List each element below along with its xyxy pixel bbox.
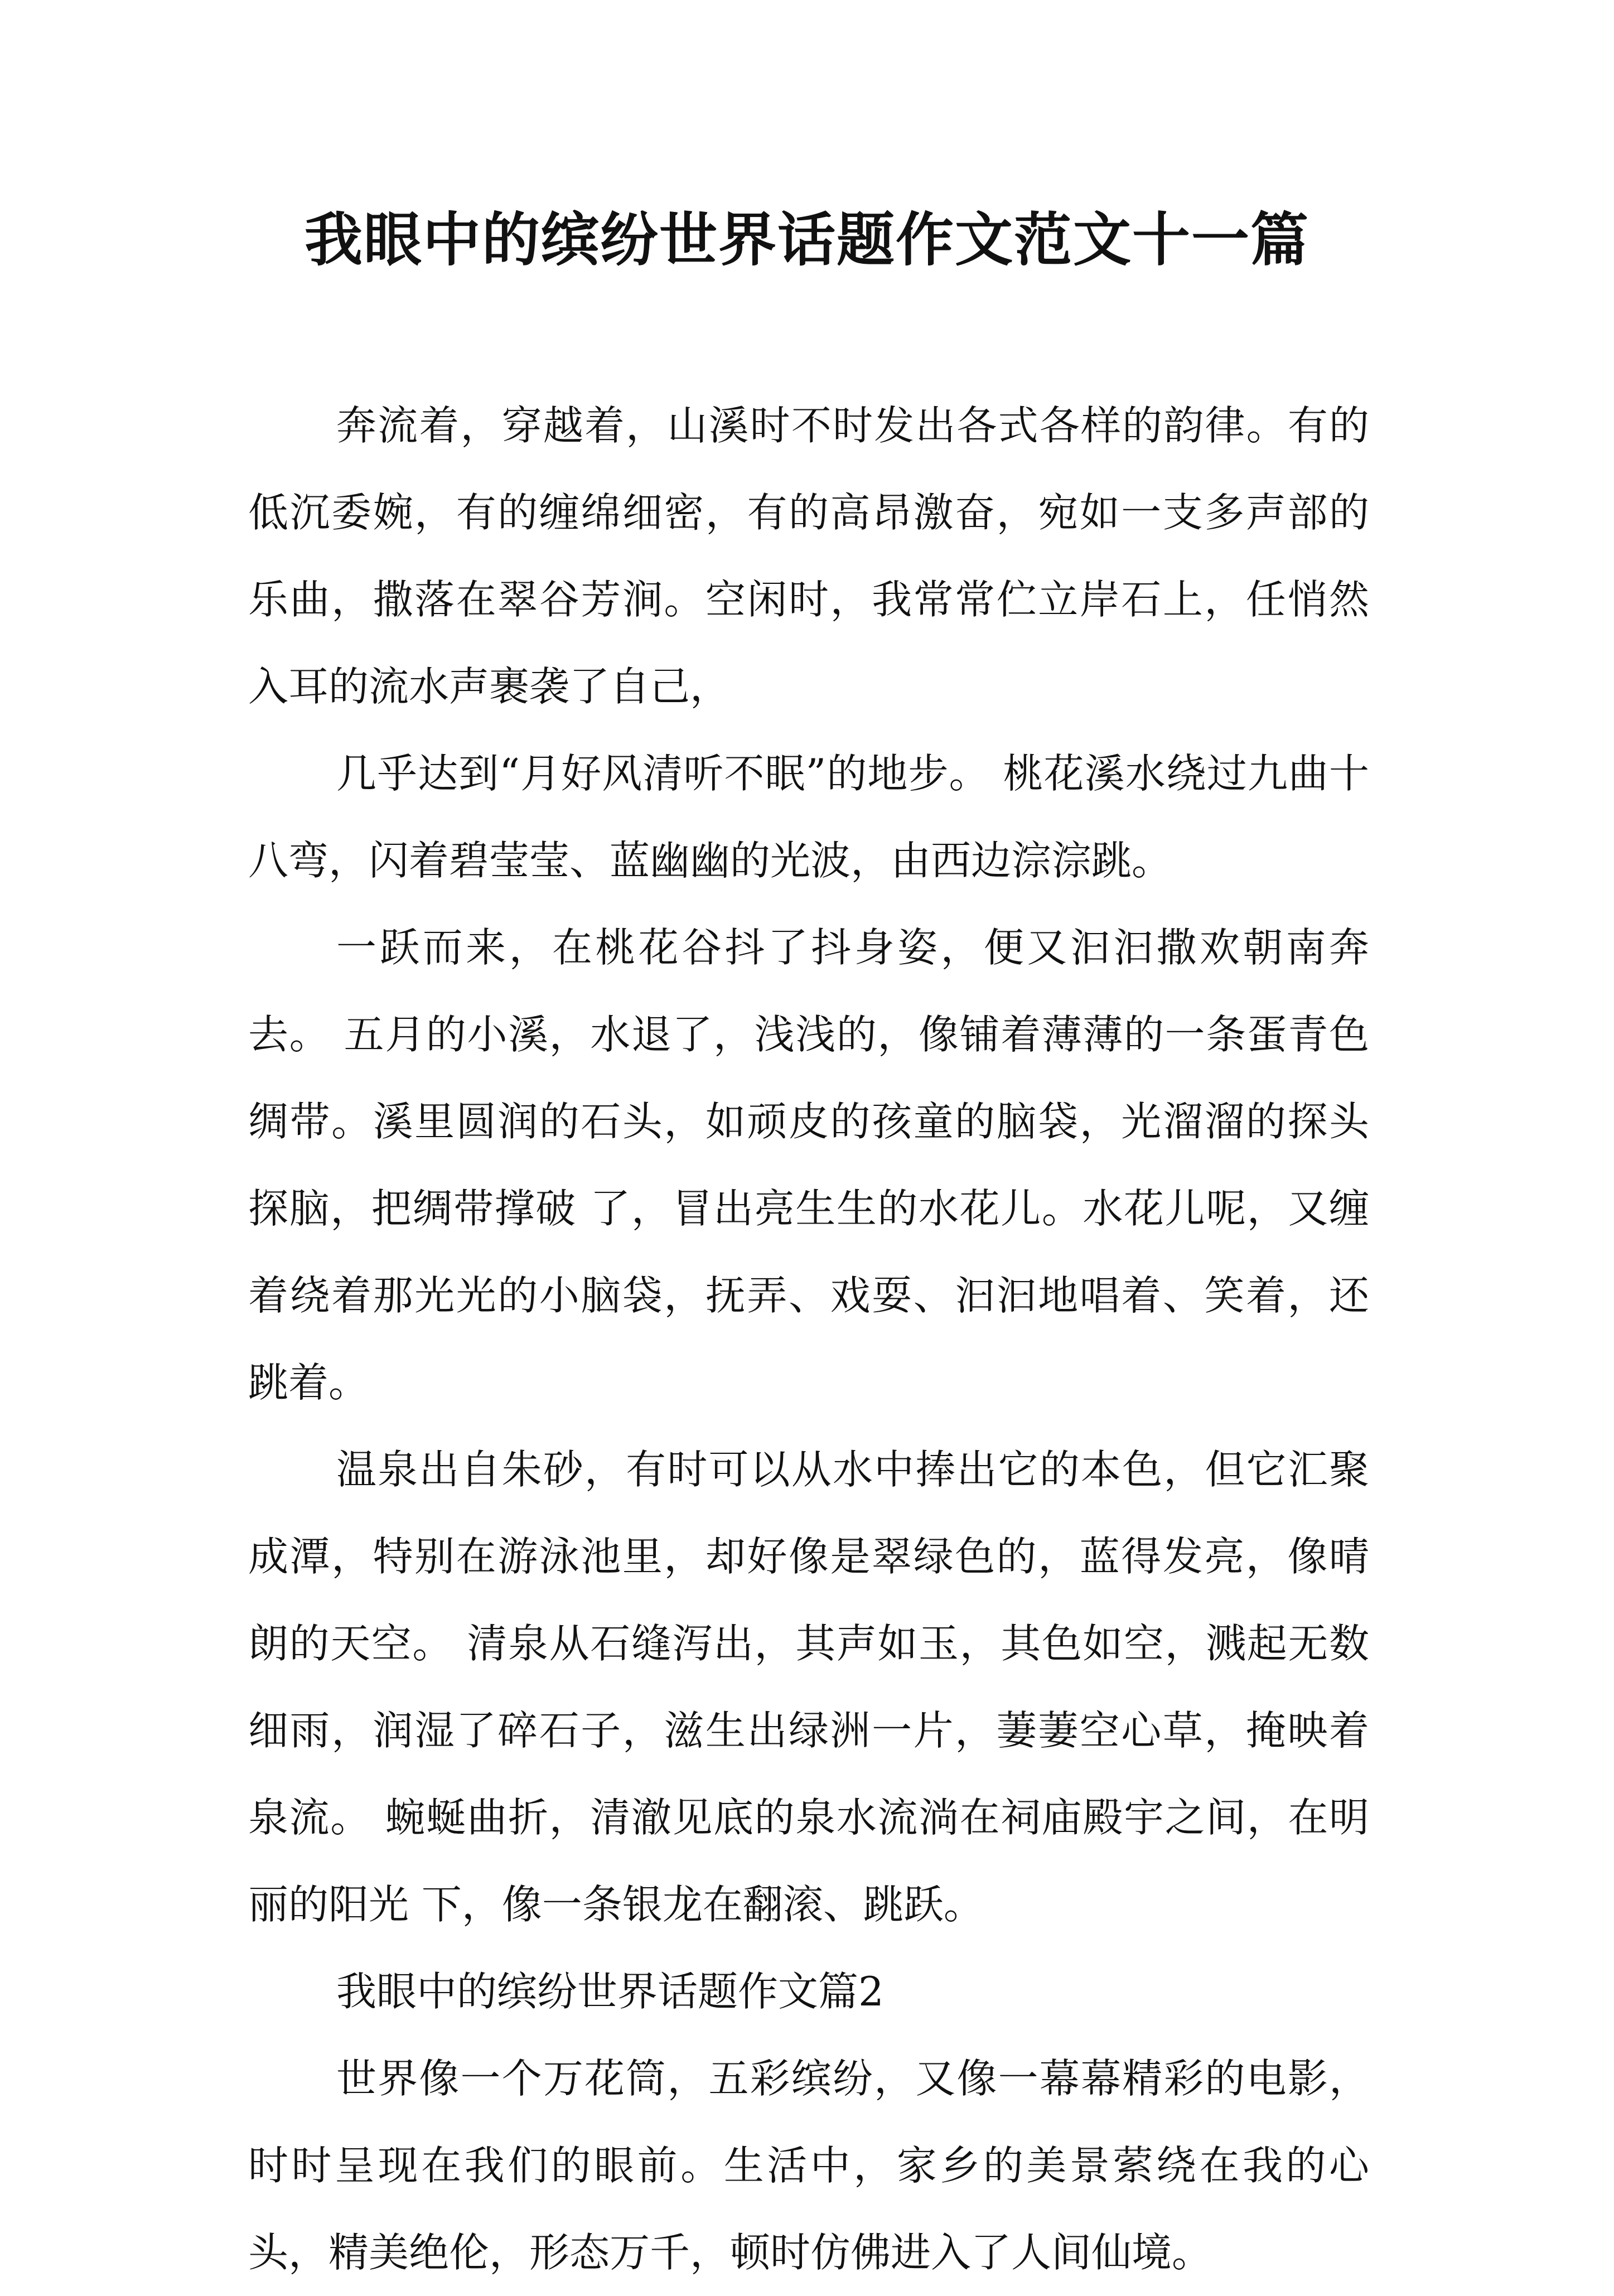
section-heading: 我眼中的缤纷世界话题作文篇2 [336,1968,884,2015]
paragraph-2: 几乎达到“月好风清听不眠”的地步。 桃花溪水绕过九曲十八弯，闪着碧莹莹、蓝幽幽的光波，由西边淙淙跳。 [248,750,1369,884]
paragraph-1: 奔流着，穿越着，山溪时不时发出各式各样的韵律。有的低沉委婉，有的缠绵细密，有的高昂激奋，宛如一支多声部的乐曲，撒落在翠谷芳涧。空闲时，我常常伫立岸石上，任悄然入耳的流水声裹袭了自己， [248,402,1369,710]
paragraph-4: 温泉出自朱砂，有时可以从水中捧出它的本色，但它汇聚成潭，特别在游泳池里，却好像是翠绿色的，蓝得发亮，像晴朗的天空。 清泉从石缝泻出，其声如玉，其色如空，溅起无数细雨，润湿了碎石子，滋生出绿洲一片，萋萋空心草，掩映着泉流。 蜿蜒曲折，清澈见底的泉水流淌在祠庙殿宇之间，在明丽的阳光 下，像一条银龙在翻滚、跳跃。 [248,1446,1369,1928]
paragraph-3: 一跃而来，在桃花谷抖了抖身姿，便又汩汩撒欢朝南奔去。 五月的小溪，水退了，浅浅的，像铺着薄薄的一条蛋青色绸带。溪里圆润的石头，如顽皮的孩童的脑袋，光溜溜的探头探脑，把绸带撑破 了，冒出亮生生的水花儿。水花儿呢，又缠着绕着那光光的小脑袋，抚弄、戏耍、汩汩地唱着、笑着，还跳着。 [248,924,1369,1406]
document-body [248,382,1369,2296]
paragraph-5: 世界像一个万花筒，五彩缤纷，又像一幕幕精彩的电影，时时呈现在我们的眼前。生活中，家乡的美景萦绕在我的心头，精美绝伦，形态万千，顿时仿佛进入了人间仙境。 [248,2055,1369,2276]
document-title: 我眼中的缤纷世界话题作文范文十一篇 [304,205,1309,274]
